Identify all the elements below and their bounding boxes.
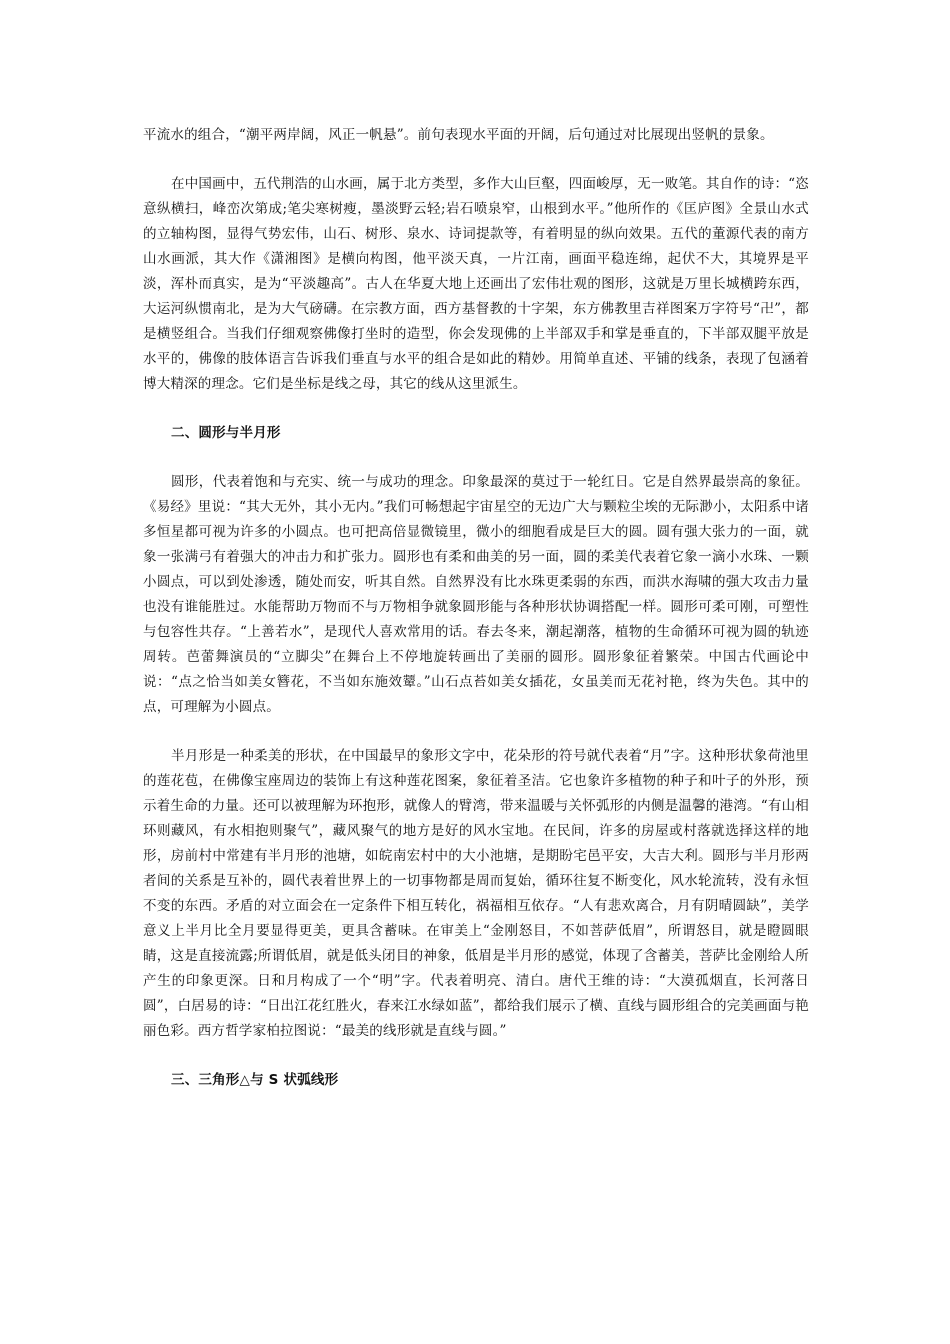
- paragraph-half-moon: 半月形是一种柔美的形状，在中国最早的象形文字中，花朵形的符号就代表着“月”字。这种形状象荷池里的莲花苞，在佛像宝座周边的装饰上有这种莲花图案，象征着圣洁。它也象许多植物的种子和叶子的外形，预示着生命的力量。还可以被理解为环抱形，就像人的臂湾，带来温暖与关怀弧形的内侧是温馨的港湾。“有山相环则藏风，有水相抱则聚气”，藏风聚气的地方是好的风水宝地。在民间，许多的房屋或村落就选择这样的地形，房前村中常建有半月形的池塘，如皖南宏村中的大小池塘，是期盼宅邑平安，大吉大利。圆形与半月形两者间的关系是互补的，圆代表着世界上的一切事物都是周而复始，循环往复不断变化，风水轮流转，没有永恒不变的东西。矛盾的对立面会在一定条件下相互转化，祸福相互依存。“人有悲欢离合，月有阴晴圆缺”，美学意义上半月比全月要显得更美，更具含蓄味。在审美上“金刚怒目，不如菩萨低眉”，所谓怒目，就是瞪圆眼睛，这是直接流露;所谓低眉，就是低头闭目的神象，低眉是半月形的感觉，体现了含蓄美，菩萨比金刚给人所产生的印象更深。日和月构成了一个“明”字。代表着明亮、清白。唐代王维的诗：“大漠孤烟直，长河落日圆”，白居易的诗：“日出江花红胜火，春来江水绿如蓝”，都给我们展示了横、直线与圆形组合的完美画面与艳丽色彩。西方哲学家柏拉图说：“最美的线形就是直线与圆。”: [143, 748, 809, 1039]
- section-heading-circle-half-moon: 二、圆形与半月形: [171, 425, 281, 441]
- section-heading-triangle-s-curve: 三、三角形△与 S 状弧线形: [171, 1072, 339, 1088]
- paragraph-circle: 圆形，代表着饱和与充实、统一与成功的理念。印象最深的莫过于一轮红日。它是自然界最崇高的象征。《易经》里说：“其大无外，其小无内。”我们可畅想起宇宙星空的无边广大与颗粒尘埃的无际渺小，太阳系中诸多恒星都可视为许多的小圆点。也可把高倍显微镜里，微小的细胞看成是巨大的圆。圆有强大张力的一面，就象一张满弓有着强大的冲击力和扩张力。圆形也有柔和曲美的另一面，圆的柔美代表着它象一滴小水珠、一颗小圆点，可以到处渗透，随处而安，听其自然。自然界没有比水珠更柔弱的东西，而洪水海啸的强大攻击力量也没有谁能胜过。水能帮助万物而不与万物相争就象圆形能与各种形状协调搭配一样。圆形可柔可刚，可塑性与包容性共存。“上善若水”，是现代人喜欢常用的话。春去冬来，潮起潮落，植物的生命循环可视为圆的轨迹周转。芭蕾舞演员的“立脚尖”在舞台上不停地旋转画出了美丽的圆形。圆形象征着繁荣。中国古代画论中说：“点之恰当如美女簪花，不当如东施效颦。”山石点苔如美女插花，女虽美而无花衬艳，终为失色。其中的点，可理解为小圆点。: [143, 474, 809, 715]
- document-page: [143, 123, 809, 1117]
- paragraph-continuation: 平流水的组合，“潮平两岸阔，风正一帆悬”。前句表现水平面的开阔，后句通过对比展现出竖帆的景象。: [143, 127, 774, 143]
- paragraph-landscape-painting: 在中国画中，五代荆浩的山水画，属于北方类型，多作大山巨壑，四面峻厚，无一败笔。其自作的诗：“恣意纵横扫，峰峦次第成;笔尖寒树瘦，墨淡野云轻;岩石喷泉窄，山根到水平。”他所作的《匡庐图》全景山水式的立轴构图，显得气势宏伟，山石、树形、泉水、诗词提款等，有着明显的纵向效果。五代的董源代表的南方山水画派，其大作《潇湘图》是横向构图，他平淡天真，一片江南，画面平稳连绵，起伏不大，其境界是平淡，浑朴而真实，是为“平淡趣高”。古人在华夏大地上还画出了宏伟壮观的图形，这就是万里长城横跨东西，大运河纵惯南北，是为大气磅礴。在宗教方面，西方基督教的十字架，东方佛教里吉祥图案万字符号“卍”，都是横竖组合。当我们仔细观察佛像打坐时的造型，你会发现佛的上半部双手和掌是垂直的，下半部双腿平放是水平的，佛像的肢体语言告诉我们垂直与水平的组合是如此的精妙。用简单直述、平铺的线条，表现了包涵着博大精深的理念。它们是坐标是线之母，其它的线从这里派生。: [143, 176, 809, 392]
